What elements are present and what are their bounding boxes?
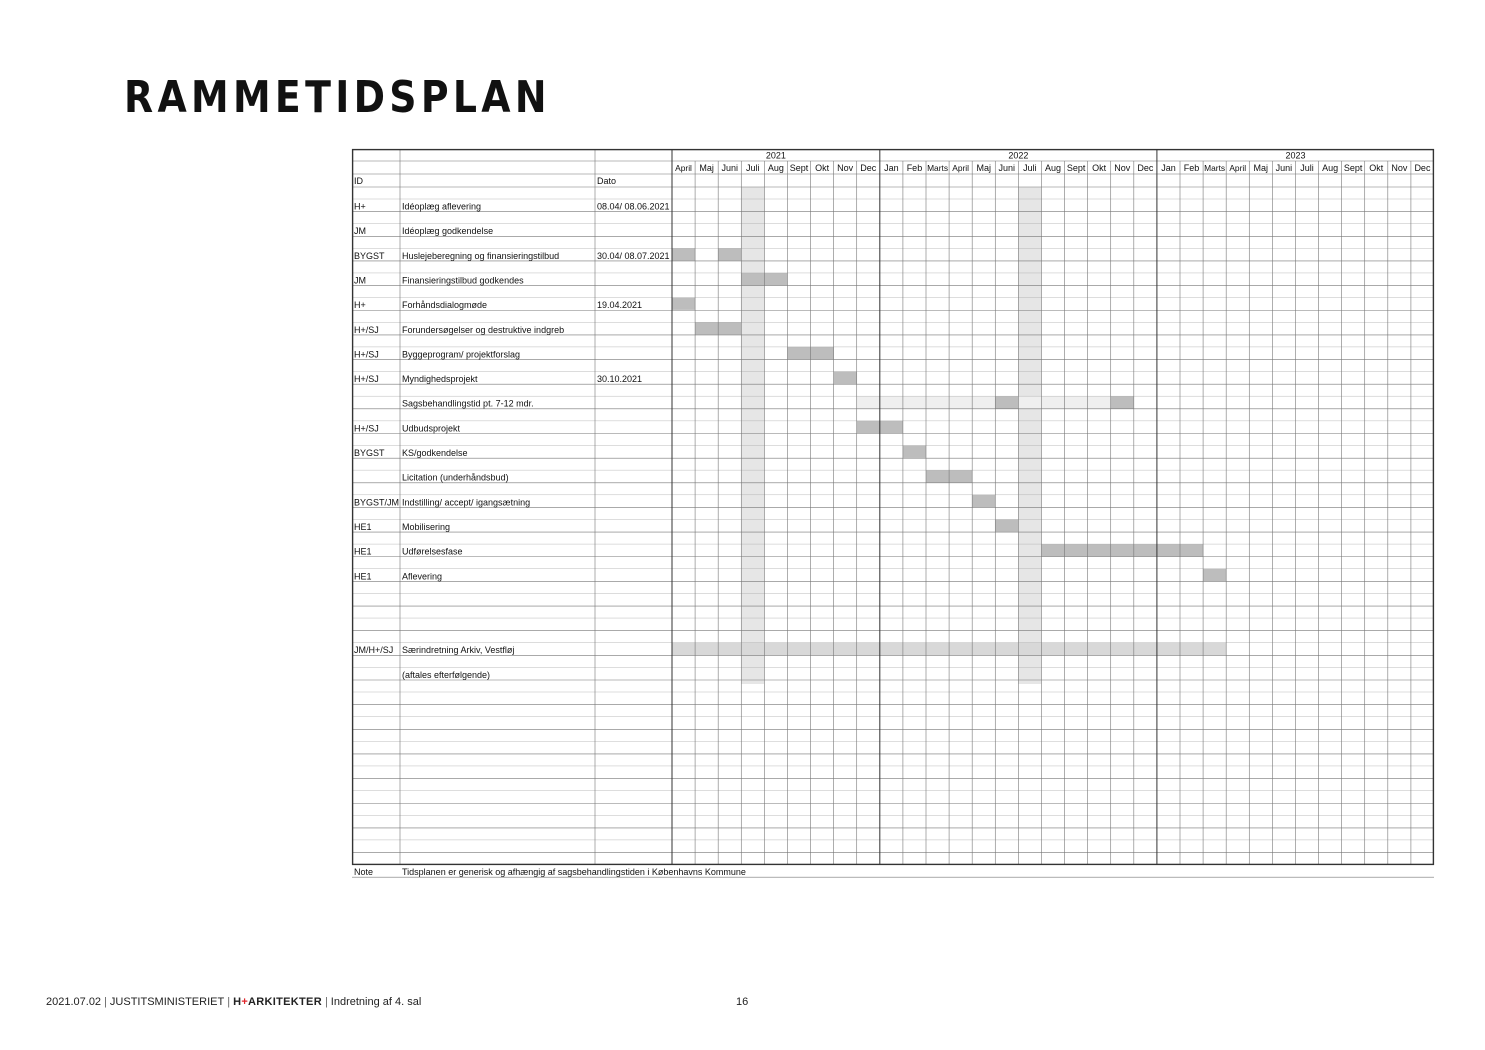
task-name: Udførelsesfase (402, 546, 463, 557)
task-id: H+/SJ (354, 324, 379, 335)
task-name: Finansieringstilbud godkendes (402, 275, 524, 286)
month-label: Nov (1114, 163, 1131, 173)
task-id: H+/SJ (354, 374, 379, 385)
task-id: JM (354, 226, 366, 237)
gantt-bar (1041, 544, 1203, 556)
month-label: Maj (699, 163, 714, 173)
month-label: Marts (1204, 163, 1226, 173)
task-name: Idéoplæg aflevering (402, 201, 482, 212)
month-label: Nov (1391, 163, 1408, 173)
month-label: Dec (860, 163, 877, 173)
month-label: Okt (1092, 163, 1107, 173)
month-label: Feb (1183, 163, 1200, 173)
month-label: Nov (837, 163, 854, 173)
month-label: Marts (927, 163, 949, 173)
month-label: Juli (746, 163, 760, 173)
task-id: H+ (354, 300, 366, 311)
task-name: Licitation (underhåndsbud) (402, 472, 509, 483)
task-date: 30.10.2021 (597, 374, 643, 385)
task-name: Mobilisering (402, 521, 451, 532)
month-label: Sept (1066, 163, 1086, 173)
holiday-shade (741, 187, 764, 684)
year-label: 2023 (1285, 150, 1306, 161)
gantt-grid (352, 149, 1434, 878)
footer-brand (233, 996, 322, 1008)
footer (46, 996, 421, 1008)
brand-h: H (233, 996, 242, 1008)
task-name: Særindretning Arkiv, Vestfløj (402, 645, 515, 656)
gantt-bar (903, 446, 926, 458)
brand-plus: + (241, 996, 249, 1008)
task-id: H+/SJ (354, 423, 379, 434)
brand-arkitekter: ARKITEKTER (248, 996, 322, 1008)
id-header: ID (354, 176, 363, 186)
month-label: Aug (1044, 163, 1062, 173)
task-id: HE1 (354, 546, 372, 557)
task-name: (aftales efterfølgende) (402, 669, 491, 680)
task-name: Idéoplæg godkendelse (402, 226, 494, 237)
task-name: Byggeprogram/ projektforslag (402, 349, 521, 360)
gantt-bar (834, 372, 857, 384)
month-label: April (1229, 163, 1247, 173)
footer-date: 2021.07.02 (46, 996, 102, 1008)
gantt-bar (1203, 569, 1226, 581)
page-title: RAMMETIDSPLAN (124, 72, 551, 123)
gantt-bar (672, 248, 695, 260)
gantt-bar (995, 396, 1018, 408)
task-id: BYGST (354, 448, 385, 458)
task-name: Tidsplanen er generisk og afhængig af sagsbehandlingstiden i Københavns Kommune (402, 867, 746, 878)
gantt-bar (995, 519, 1018, 531)
task-id: BYGST (354, 250, 385, 261)
month-label: Juni (1275, 163, 1293, 173)
task-id: HE1 (354, 521, 372, 532)
month-label: April (952, 163, 970, 173)
footer-separator: | (324, 996, 328, 1008)
month-label: Juni (721, 163, 738, 173)
month-label: Juli (1300, 163, 1314, 173)
footer-project: Indretning af 4. sal (330, 996, 422, 1008)
task-id: BYGST/JM (354, 497, 400, 508)
month-label: Juni (998, 163, 1016, 173)
task-date: 19.04.2021 (597, 300, 643, 311)
task-id: H+/SJ (354, 349, 379, 360)
footer-separator: | (104, 996, 107, 1008)
month-label: Maj (1253, 163, 1269, 173)
task-date: 08.04/ 08.06.2021 (597, 201, 670, 212)
task-name: Forundersøgelser og destruktive indgreb (402, 324, 565, 335)
gantt-bar (972, 495, 995, 507)
month-label: Aug (767, 163, 784, 173)
task-id: HE1 (354, 571, 372, 582)
footer-client: JUSTITSMINISTERIET (109, 996, 225, 1008)
month-label: Jan (1161, 163, 1176, 173)
year-label: 2021 (765, 150, 786, 161)
footer-separator: | (227, 996, 231, 1008)
task-name: Udbudsprojekt (402, 423, 461, 434)
task-date: 30.04/ 08.07.2021 (597, 250, 670, 261)
task-id: JM/H+/SJ (354, 645, 394, 656)
gantt-bar (1111, 396, 1134, 408)
task-id: JM (354, 275, 366, 286)
gantt-chart (352, 149, 1434, 878)
task-name: Indstilling/ accept/ igangsætning (402, 497, 531, 508)
date-header: Dato (597, 176, 617, 186)
page-number: 16 (736, 996, 749, 1008)
month-label: Sept (1343, 163, 1363, 173)
year-label: 2022 (1008, 150, 1029, 161)
month-label: Maj (976, 163, 991, 173)
month-label: Juli (1023, 163, 1037, 173)
task-name: Myndighedsprojekt (402, 374, 478, 385)
task-name: Forhåndsdialogmøde (402, 300, 488, 311)
task-name: Huslejeberegning og finansieringstilbud (402, 250, 560, 261)
month-label: April (675, 163, 692, 173)
month-label: Jan (884, 163, 899, 173)
task-id: Note (354, 867, 374, 878)
month-label: Feb (906, 163, 923, 173)
month-label: Aug (1322, 163, 1339, 173)
task-name: KS/godkendelse (402, 448, 468, 458)
month-label: Dec (1137, 163, 1154, 173)
month-label: Okt (1369, 163, 1384, 173)
gantt-bar (718, 248, 741, 260)
gantt-bar (672, 298, 695, 310)
holiday-shade (1018, 187, 1041, 684)
task-id: H+ (354, 201, 366, 212)
month-label: Dec (1414, 163, 1431, 173)
month-label: Sept (789, 163, 809, 173)
task-name: Aflevering (402, 571, 443, 582)
task-name: Sagsbehandlingstid pt. 7-12 mdr. (402, 398, 534, 409)
month-label: Okt (815, 163, 830, 173)
